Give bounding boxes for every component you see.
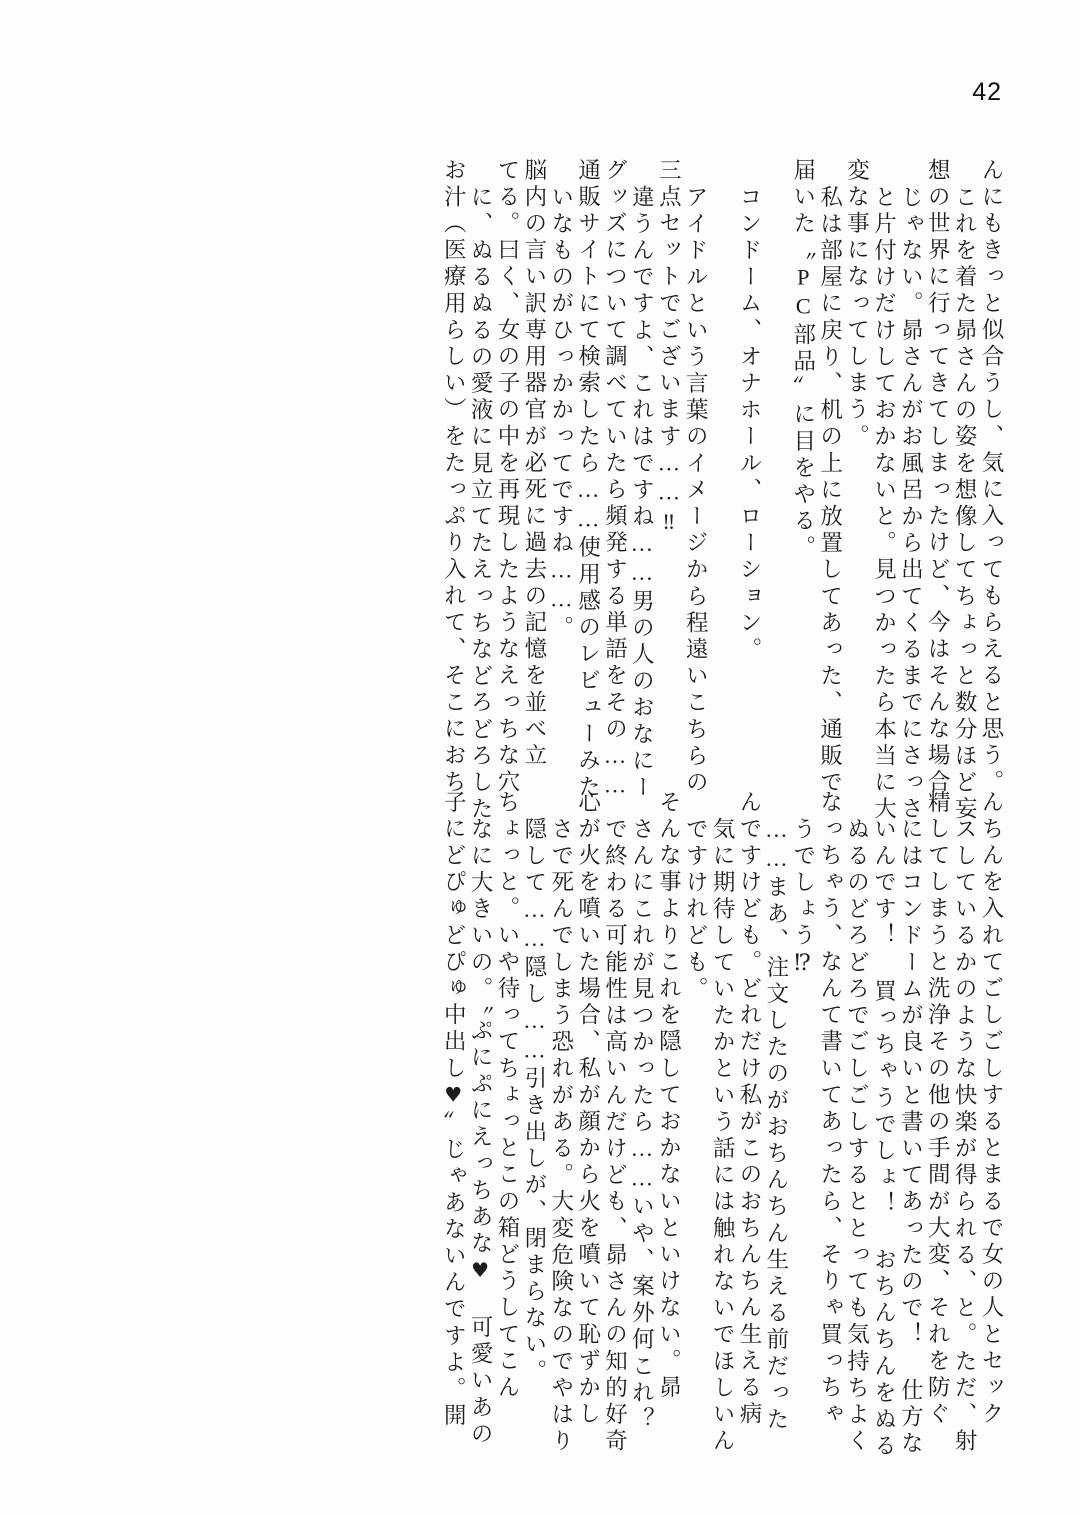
text-column: なに大きいの。〝ぷにぷにえっちあな♥ 可愛いあの: [468, 816, 494, 1448]
text-block-bottom: [78, 790, 1004, 1460]
text-column: 想の世界に行ってきてしまったけど、今はそんな場合: [925, 158, 951, 797]
text-column: と片付けだけしておかないと。見つかったら本当に大: [871, 184, 897, 823]
text-column: てる。曰く、女の子の中を再現したようなえっちな穴: [494, 158, 520, 797]
text-column: これを着た昴さんの姿を想像してちょっと数分ほど妄: [952, 184, 978, 823]
text-column: 隠して……隠し……引き出しが、閉まらない。: [521, 816, 547, 1386]
text-column: グッズについて調べていたら頻発する単語をその……: [602, 158, 628, 802]
text-column: ぬるのどろどろでごしごしするととっても気持ちよく: [844, 816, 870, 1455]
page-number: 42: [972, 78, 1002, 106]
text-column: なっちゃう、なんて書いてあったら、そりゃ買っちゃ: [817, 790, 843, 1429]
text-column: 脳内の言い訳専用器官が必死に過去の記憶を並べ立: [521, 158, 547, 770]
text-column: んですけども。どれだけ私がこのおちんちん生える病: [736, 790, 762, 1429]
text-column: いなものがひっかかってですね……。: [548, 184, 574, 642]
text-column: 心が火を噴いた場合、私が顔から火を噴いて恥ずかし: [575, 790, 601, 1429]
text-column: [760, 158, 787, 758]
text-column: 違うんですよ、これはですね……男の人のおなにー: [629, 184, 655, 802]
text-column: スしているかのような快楽が得られる、と。ただ、射: [952, 816, 978, 1455]
text-column: 三点セットでございます……‼: [656, 158, 682, 538]
text-column: 精してしまうと洗浄その他の手間が大変、それを防ぐ: [925, 790, 951, 1429]
text-column: 気に期待していたかという話には触れないでほしいん: [710, 816, 736, 1455]
heart-icon: ♥: [468, 1257, 493, 1286]
text-column: ですけれども。: [683, 816, 709, 1003]
text-column: 私は部屋に戻り、机の上に放置してあった、通販で: [817, 184, 843, 797]
text-column: 子にどぴゅどぴゅ中出し♥〟じゃあないんですよ。開: [441, 790, 467, 1430]
text-column: さで死んでしまう恐れがある。大変危険なのでやはり: [548, 816, 574, 1455]
text-column: お汁（医療用らしい）をたっぷり入れて、そこにおち: [441, 158, 467, 797]
text-column: アイドルという言葉のイメージから程遠いこちらの: [683, 184, 709, 797]
text-column: ちょっと。いや待ってちょっとこの箱どうしてこん: [494, 790, 520, 1402]
text-column: 届いた〝PC部品〟に目をやる。: [790, 158, 816, 562]
heart-icon: ♥: [441, 1082, 466, 1111]
text-column: じゃない。昴さんがお風呂から出てくるまでにさっさ: [898, 184, 924, 823]
text-column: んにもきっと似合うし、気に入ってもらえると思う。: [979, 158, 1004, 797]
text-column: に、ぬるぬるの愛液に見立てたえっちなどろどろした: [468, 184, 494, 823]
text-block-top: [78, 158, 1004, 823]
text-column: そんな事よりこれを隠しておかないといけない。昴: [656, 790, 682, 1402]
text-column: で終わる可能性は高いんだけども、昴さんの知的好奇: [602, 816, 628, 1455]
text-column: [706, 158, 733, 758]
text-column: 変な事になってしまう。: [844, 158, 870, 451]
text-column: んちんを入れてごしごしするとまるで女の人とセック: [979, 790, 1004, 1429]
text-column: うでしょう⁉: [790, 816, 816, 980]
text-column: ……まあ、注文したのがおちんちん生える前だった: [763, 816, 789, 1434]
text-column: いんです！ 買っちゃうでしょ！ おちんちんをぬる: [871, 816, 897, 1460]
text-column: 通販サイトにて検索したら……使用感のレビューみた: [575, 158, 601, 802]
text-column: にはコンドームが良いと書いてあったので！ 仕方な: [898, 816, 924, 1458]
text-column: コンドーム、オナホール、ローション。: [736, 184, 762, 664]
text-column: さんにこれが見つかったら……いや、案外何これ？: [629, 816, 655, 1434]
